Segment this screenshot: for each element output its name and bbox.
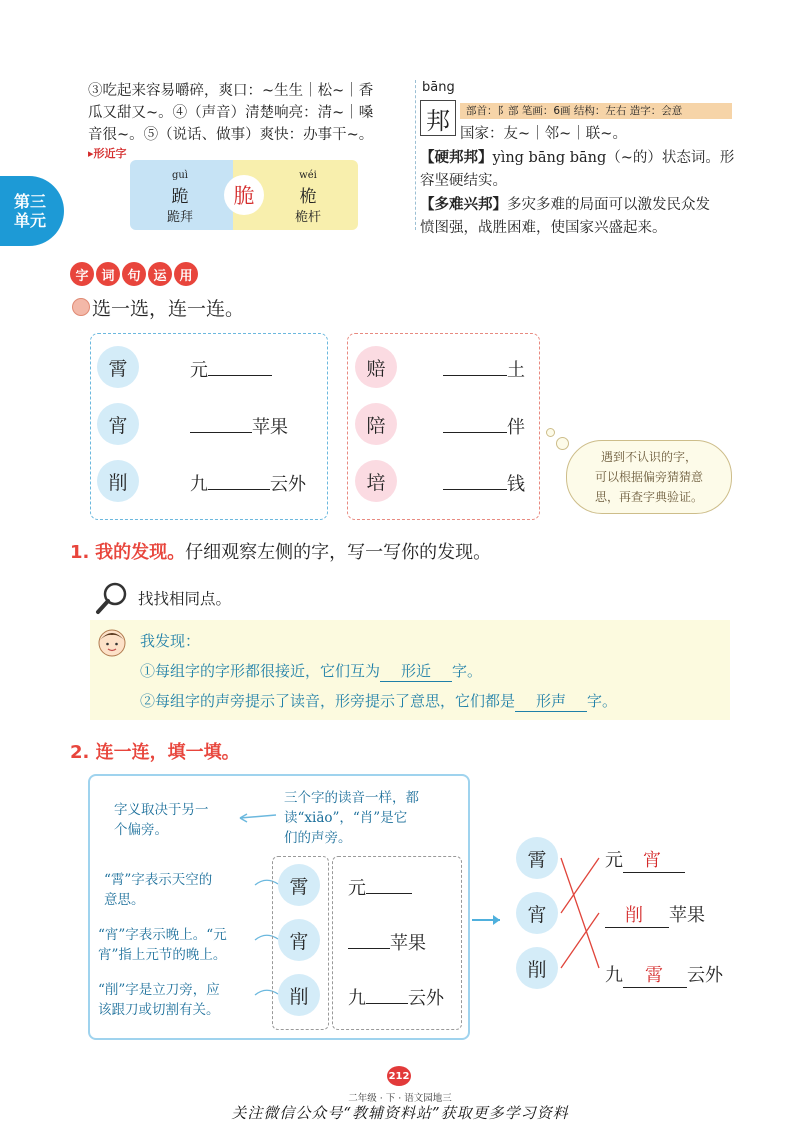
q2-heading: 2. 连一连，填一填。 [70,742,240,763]
blank-item[interactable]: 元 [348,874,412,900]
thought-bubble: 遇到不认识的字， 可以根据偏旁猜猜意 思，再查字典验证。 [566,440,732,514]
section-badge: 字 词 句 运 用 [70,262,198,286]
similar-chars-label: ▸形近字 [88,147,127,160]
blank-item[interactable]: 钱 [443,470,525,496]
filled-item[interactable]: 元 宵 [605,846,685,873]
grade-line: 二年级 · 下 · 语文园地三 [348,1093,452,1104]
filled-item[interactable]: 削 苹果 [605,901,705,928]
match-line [561,858,599,913]
finding-1: ①每组字的字形都很接近，它们互为 形近 字。 [140,662,483,680]
similar-char-left: 跪 [171,187,189,207]
triangle-icon: ▸ [88,147,94,160]
char-circle[interactable]: 培 [355,460,397,502]
match-line [561,858,599,968]
char-circle[interactable]: 宵 [516,892,558,934]
page-number: 212 [387,1066,411,1086]
blank-item[interactable]: 元 [190,356,272,382]
center-char: 脆 [224,175,264,215]
char-circle[interactable]: 霄 [278,864,320,906]
blank-item[interactable]: 九 云外 [348,988,444,1009]
entry-pinyin: bāng [422,80,455,95]
char-circle[interactable]: 削 [516,947,558,989]
char-circle[interactable]: 削 [278,974,320,1016]
char-circle[interactable]: 宵 [278,919,320,961]
blank[interactable] [366,1003,408,1004]
note-meaning: 字义取决于另一 个偏旁。 [114,802,209,838]
unit-tab[interactable]: 第三 单元 [0,176,64,246]
definition-line: ③吃起来容易嚼碎，爽口：~生生｜松~｜香 [88,83,374,99]
blank-item[interactable]: 九 云外 [190,474,306,495]
q1-hint: 找找相同点。 [138,590,232,608]
blank-item[interactable]: 苹果 [348,929,426,955]
answer-blank[interactable]: 形声 [515,690,587,712]
answer-blank[interactable]: 宵 [623,846,685,873]
filled-item[interactable]: 九 霄 云外 [605,961,723,988]
promo-text: 关注微信公众号“教辅资料站”获取更多学习资料 [231,1104,569,1122]
note-char-1: “霄”字表示天空的 意思。 [104,872,213,908]
q1-heading: 1. 我的发现。仔细观察左侧的字，写一写你的发现。 [70,542,492,563]
blank[interactable] [366,893,412,894]
note-sound: 三个字的读音一样，都 读“xiāo”，“肖”是它 们的声旁。 [284,790,419,846]
char-circle[interactable]: 削 [97,460,139,502]
entry-meaning: 国家：友~｜邻~｜联~。 [460,126,627,142]
note-char-2: “宵”字表示晚上。“元 宵”指上元节的晚上。 [98,927,227,963]
char-circle[interactable]: 赔 [355,346,397,388]
answer-blank[interactable]: 霄 [623,961,687,988]
similar-chars-card: guì 跪 跪拜 wéi 桅 桅杆 脆 [130,160,358,230]
answer-blank[interactable]: 形近 [380,660,452,682]
definition-line: 音很~。⑤（说话、做事）爽快：办事干~。 [88,127,374,143]
similar-char-right: 桅 [299,187,317,207]
char-circle[interactable]: 霄 [516,837,558,879]
arrow-head [493,915,500,925]
char-circle[interactable]: 陪 [355,403,397,445]
note-char-3: “削”字是立刀旁，应 该跟刀或切割有关。 [98,982,220,1018]
exercise-title: 选一选，连一连。 [92,298,245,320]
blank-item[interactable]: 伴 [443,413,525,439]
blank[interactable] [348,948,390,949]
blank-item[interactable]: 苹果 [190,413,288,439]
char-circle[interactable]: 宵 [97,403,139,445]
match-line [561,913,599,968]
answer-blank[interactable]: 削 [605,901,669,928]
found-label: 我发现： [140,632,201,650]
finding-2: ②每组字的声旁提示了读音，形旁提示了意思，它们都是 形声 字。 [140,692,618,710]
entry-char: 邦 [420,100,456,136]
blank-item[interactable]: 土 [443,356,525,382]
entry-compounds: 【硬邦邦】yìng bāng bāng（~的）状态词。形 容坚硬结实。 【多难兴邦】多灾多难的局面可以激发民众发 愤图强，战胜困难，使国家兴盛起来。 [420,149,735,236]
definition-line: 瓜又甜又~。④（声音）清楚响亮：清~｜嗓 [88,105,374,121]
char-circle[interactable]: 霄 [97,346,139,388]
entry-info: 部首：阝部 笔画：6画 结构：左右 造字：会意 [460,103,732,119]
